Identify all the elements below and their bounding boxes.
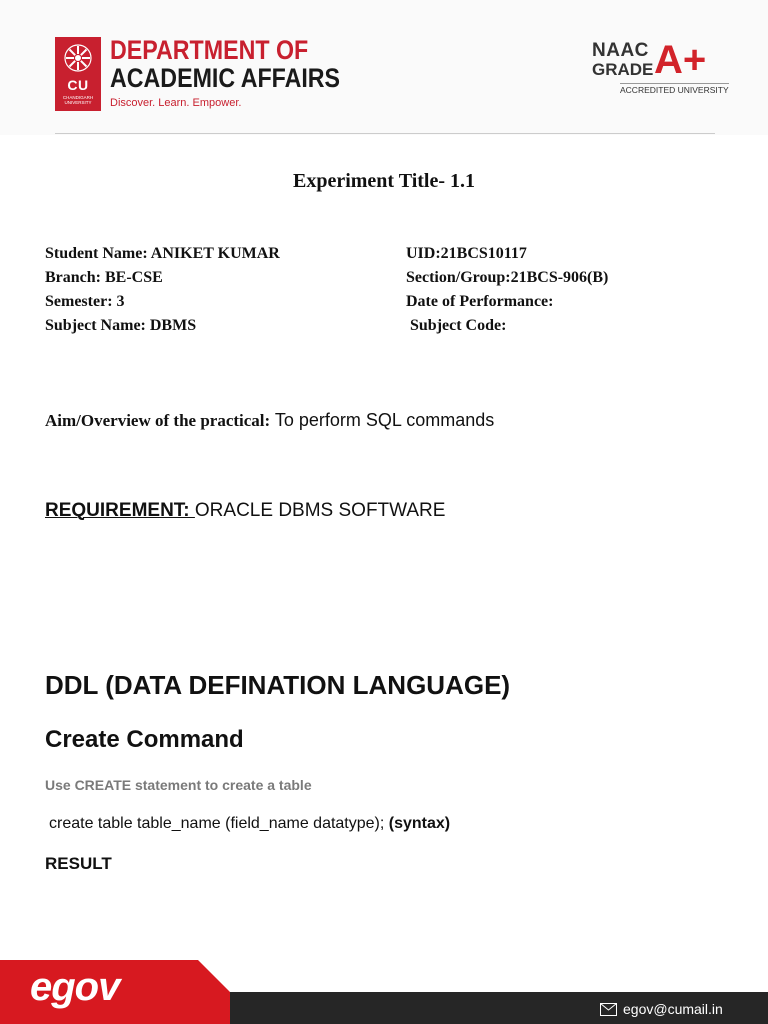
requirement-value: ORACLE DBMS SOFTWARE xyxy=(194,500,446,521)
accredited-label: ACCREDITED UNIVERSITY xyxy=(620,85,729,95)
branch: Branch: BE-CSE xyxy=(45,269,163,286)
student-name: Student Name: ANIKET KUMAR xyxy=(45,245,280,262)
subject-code: Subject Code: xyxy=(406,317,507,334)
aim-label: Aim/Overview of the practical: xyxy=(45,411,271,430)
header-divider xyxy=(55,133,715,134)
grade-label: GRADE xyxy=(592,60,654,79)
semester: Semester: 3 xyxy=(45,293,125,310)
student-info-right xyxy=(406,242,608,338)
use-create-note: Use CREATE statement to create a table xyxy=(45,777,312,793)
student-info-left xyxy=(45,242,280,338)
aim-value: To perform SQL commands xyxy=(270,410,495,430)
section-group: Section/Group:21BCS-906(B) xyxy=(406,269,609,286)
egov-logo: egov xyxy=(30,965,120,1009)
syntax-text: create table table_name (field_name datatype); xyxy=(49,815,389,832)
aim-line xyxy=(45,410,494,431)
naac-grade: A+ xyxy=(654,38,707,82)
subject-name: Subject Name: DBMS xyxy=(45,317,197,334)
naac-label: NAAC xyxy=(592,40,649,61)
logo-initials: CU xyxy=(67,77,89,93)
naac-badge xyxy=(592,38,729,100)
footer-email: egov@cumail.in xyxy=(623,1001,723,1017)
page-header xyxy=(0,0,768,135)
university-emblem-icon xyxy=(62,42,94,74)
logo-university-name: CHANDIGARH UNIVERSITY xyxy=(62,95,94,105)
department-title-line2: ACADEMIC AFFAIRS xyxy=(110,63,341,93)
department-title xyxy=(110,36,340,92)
syntax-line xyxy=(49,815,450,833)
requirement-label: REQUIREMENT: xyxy=(45,500,195,521)
tagline: Discover. Learn. Empower. xyxy=(110,97,242,109)
mail-icon xyxy=(600,1003,617,1016)
result-label: RESULT xyxy=(45,854,112,873)
create-command-heading: Create Command xyxy=(45,726,244,753)
requirement-line xyxy=(45,500,445,522)
uid: UID:21BCS10117 xyxy=(406,245,527,262)
ddl-heading: DDL (DATA DEFINATION LANGUAGE) xyxy=(45,670,511,700)
syntax-label: (syntax) xyxy=(388,815,451,832)
department-title-line1: DEPARTMENT OF xyxy=(110,35,309,65)
chandigarh-university-logo xyxy=(55,37,101,111)
date-of-performance: Date of Performance: xyxy=(406,293,554,310)
experiment-title: Experiment Title- 1.1 xyxy=(292,170,476,192)
